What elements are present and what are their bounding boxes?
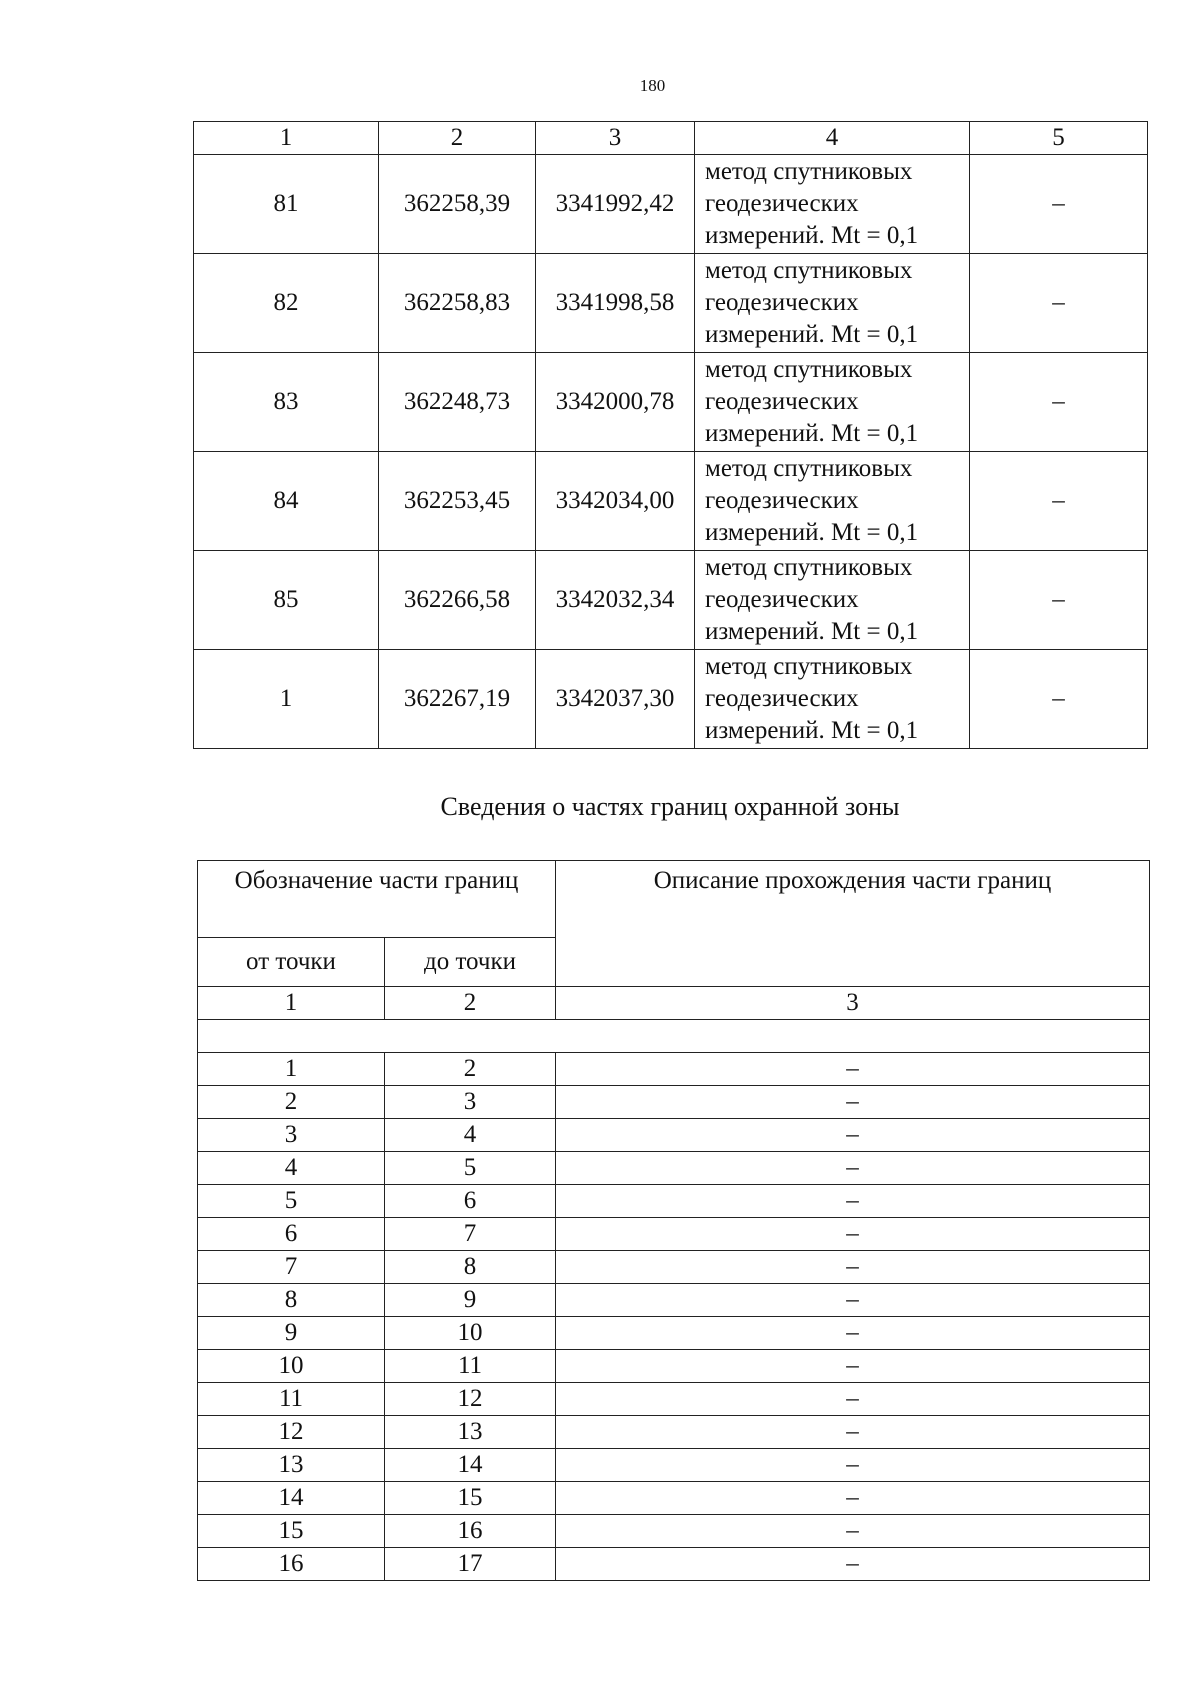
x-coordinate-cell: 362266,58 bbox=[379, 551, 536, 650]
description-cell: – bbox=[556, 1350, 1150, 1383]
method-cell bbox=[695, 452, 970, 551]
point-number-cell: 81 bbox=[194, 155, 379, 254]
table-row bbox=[198, 1053, 1150, 1086]
method-line: измерений. Mt = 0,1 bbox=[705, 222, 919, 249]
from-point-cell: 2 bbox=[198, 1086, 385, 1119]
from-point-cell: 1 bbox=[198, 1053, 385, 1086]
method-line: метод спутниковых bbox=[705, 356, 913, 383]
description-cell: – bbox=[556, 1317, 1150, 1350]
table-row bbox=[198, 1185, 1150, 1218]
column-number: 3 bbox=[556, 987, 1150, 1020]
y-coordinate-cell: 3341998,58 bbox=[536, 254, 695, 353]
y-coordinate-cell: 3342000,78 bbox=[536, 353, 695, 452]
from-point-header: от точки bbox=[198, 938, 385, 987]
point-number-cell: 84 bbox=[194, 452, 379, 551]
to-point-header: до точки bbox=[385, 938, 556, 987]
coordinates-row bbox=[194, 650, 1148, 749]
table-row bbox=[198, 1251, 1150, 1284]
from-point-cell: 13 bbox=[198, 1449, 385, 1482]
to-point-cell: 17 bbox=[385, 1548, 556, 1581]
description-cell: – bbox=[556, 1086, 1150, 1119]
y-coordinate-cell: 3342032,34 bbox=[536, 551, 695, 650]
coordinates-row bbox=[194, 254, 1148, 353]
description-cell: – bbox=[556, 1218, 1150, 1251]
method-line: геодезических bbox=[705, 685, 859, 712]
coordinates-row bbox=[194, 155, 1148, 254]
description-cell: – bbox=[556, 1284, 1150, 1317]
method-line: метод спутниковых bbox=[705, 158, 913, 185]
note-cell: – bbox=[970, 254, 1148, 353]
description-cell: – bbox=[556, 1053, 1150, 1086]
method-cell bbox=[695, 155, 970, 254]
table-row bbox=[198, 1152, 1150, 1185]
from-point-cell: 4 bbox=[198, 1152, 385, 1185]
note-cell: – bbox=[970, 650, 1148, 749]
description-cell: – bbox=[556, 1548, 1150, 1581]
table-row bbox=[198, 1548, 1150, 1581]
from-point-cell: 5 bbox=[198, 1185, 385, 1218]
description-cell: – bbox=[556, 1383, 1150, 1416]
to-point-cell: 15 bbox=[385, 1482, 556, 1515]
from-point-cell: 9 bbox=[198, 1317, 385, 1350]
column-header: 3 bbox=[536, 122, 695, 155]
method-line: измерений. Mt = 0,1 bbox=[705, 321, 919, 348]
point-number-cell: 1 bbox=[194, 650, 379, 749]
description-cell: – bbox=[556, 1482, 1150, 1515]
column-number: 2 bbox=[385, 987, 556, 1020]
method-line: измерений. Mt = 0,1 bbox=[705, 420, 919, 447]
from-point-cell: 6 bbox=[198, 1218, 385, 1251]
method-line: измерений. Mt = 0,1 bbox=[705, 717, 919, 744]
to-point-cell: 3 bbox=[385, 1086, 556, 1119]
coordinates-table bbox=[193, 121, 1148, 749]
method-line: измерений. Mt = 0,1 bbox=[705, 618, 919, 645]
to-point-cell: 12 bbox=[385, 1383, 556, 1416]
table-row bbox=[198, 1317, 1150, 1350]
coordinates-row bbox=[194, 353, 1148, 452]
table-row bbox=[198, 1482, 1150, 1515]
column-header: 2 bbox=[379, 122, 536, 155]
to-point-cell: 11 bbox=[385, 1350, 556, 1383]
point-number-cell: 83 bbox=[194, 353, 379, 452]
method-line: метод спутниковых bbox=[705, 257, 913, 284]
parts-header-row bbox=[198, 861, 1150, 938]
from-point-cell: 3 bbox=[198, 1119, 385, 1152]
to-point-cell: 13 bbox=[385, 1416, 556, 1449]
table-row bbox=[198, 1284, 1150, 1317]
x-coordinate-cell: 362248,73 bbox=[379, 353, 536, 452]
description-cell: – bbox=[556, 1251, 1150, 1284]
coordinates-row bbox=[194, 452, 1148, 551]
description-cell: – bbox=[556, 1515, 1150, 1548]
table-row bbox=[198, 1383, 1150, 1416]
method-cell bbox=[695, 650, 970, 749]
table-row bbox=[198, 1350, 1150, 1383]
from-point-cell: 14 bbox=[198, 1482, 385, 1515]
coordinates-row bbox=[194, 551, 1148, 650]
note-cell: – bbox=[970, 155, 1148, 254]
table-row bbox=[198, 1086, 1150, 1119]
from-point-cell: 8 bbox=[198, 1284, 385, 1317]
description-cell: – bbox=[556, 1152, 1150, 1185]
column-header: 5 bbox=[970, 122, 1148, 155]
to-point-cell: 5 bbox=[385, 1152, 556, 1185]
method-line: геодезических bbox=[705, 190, 859, 217]
x-coordinate-cell: 362258,39 bbox=[379, 155, 536, 254]
y-coordinate-cell: 3342034,00 bbox=[536, 452, 695, 551]
from-point-cell: 7 bbox=[198, 1251, 385, 1284]
to-point-cell: 8 bbox=[385, 1251, 556, 1284]
method-line: геодезических bbox=[705, 388, 859, 415]
from-point-cell: 12 bbox=[198, 1416, 385, 1449]
y-coordinate-cell: 3342037,30 bbox=[536, 650, 695, 749]
from-point-cell: 16 bbox=[198, 1548, 385, 1581]
method-line: метод спутниковых bbox=[705, 455, 913, 482]
description-cell: – bbox=[556, 1416, 1150, 1449]
to-point-cell: 10 bbox=[385, 1317, 556, 1350]
section-title: Сведения о частях границ охранной зоны bbox=[440, 792, 900, 821]
to-point-cell: 2 bbox=[385, 1053, 556, 1086]
to-point-cell: 7 bbox=[385, 1218, 556, 1251]
method-line: метод спутниковых bbox=[705, 653, 913, 680]
x-coordinate-cell: 362253,45 bbox=[379, 452, 536, 551]
column-header: 1 bbox=[194, 122, 379, 155]
point-number-cell: 82 bbox=[194, 254, 379, 353]
boundary-parts-table bbox=[197, 860, 1150, 1581]
page-number: 180 bbox=[639, 76, 666, 95]
table-row bbox=[198, 1119, 1150, 1152]
table-row bbox=[198, 1449, 1150, 1482]
to-point-cell: 4 bbox=[385, 1119, 556, 1152]
table-row bbox=[198, 1416, 1150, 1449]
description-cell: – bbox=[556, 1185, 1150, 1218]
point-number-cell: 85 bbox=[194, 551, 379, 650]
note-cell: – bbox=[970, 353, 1148, 452]
x-coordinate-cell: 362267,19 bbox=[379, 650, 536, 749]
note-cell: – bbox=[970, 551, 1148, 650]
description-header: Описание прохождения части границ bbox=[556, 861, 1150, 987]
empty-cell bbox=[198, 1020, 1150, 1053]
to-point-cell: 9 bbox=[385, 1284, 556, 1317]
from-point-cell: 10 bbox=[198, 1350, 385, 1383]
designation-header: Обозначение части границ bbox=[198, 861, 556, 938]
table-row bbox=[198, 1515, 1150, 1548]
method-cell bbox=[695, 353, 970, 452]
y-coordinate-cell: 3341992,42 bbox=[536, 155, 695, 254]
method-line: геодезических bbox=[705, 487, 859, 514]
method-cell bbox=[695, 254, 970, 353]
method-line: геодезических bbox=[705, 289, 859, 316]
to-point-cell: 16 bbox=[385, 1515, 556, 1548]
column-number: 1 bbox=[198, 987, 385, 1020]
table-row bbox=[198, 1218, 1150, 1251]
column-header: 4 bbox=[695, 122, 970, 155]
column-number-row bbox=[198, 987, 1150, 1020]
method-line: метод спутниковых bbox=[705, 554, 913, 581]
empty-row bbox=[198, 1020, 1150, 1053]
description-cell: – bbox=[556, 1449, 1150, 1482]
method-line: геодезических bbox=[705, 586, 859, 613]
to-point-cell: 6 bbox=[385, 1185, 556, 1218]
note-cell: – bbox=[970, 452, 1148, 551]
from-point-cell: 15 bbox=[198, 1515, 385, 1548]
method-line: измерений. Mt = 0,1 bbox=[705, 519, 919, 546]
from-point-cell: 11 bbox=[198, 1383, 385, 1416]
coordinates-header-row bbox=[194, 122, 1148, 155]
x-coordinate-cell: 362258,83 bbox=[379, 254, 536, 353]
description-cell: – bbox=[556, 1119, 1150, 1152]
to-point-cell: 14 bbox=[385, 1449, 556, 1482]
method-cell bbox=[695, 551, 970, 650]
